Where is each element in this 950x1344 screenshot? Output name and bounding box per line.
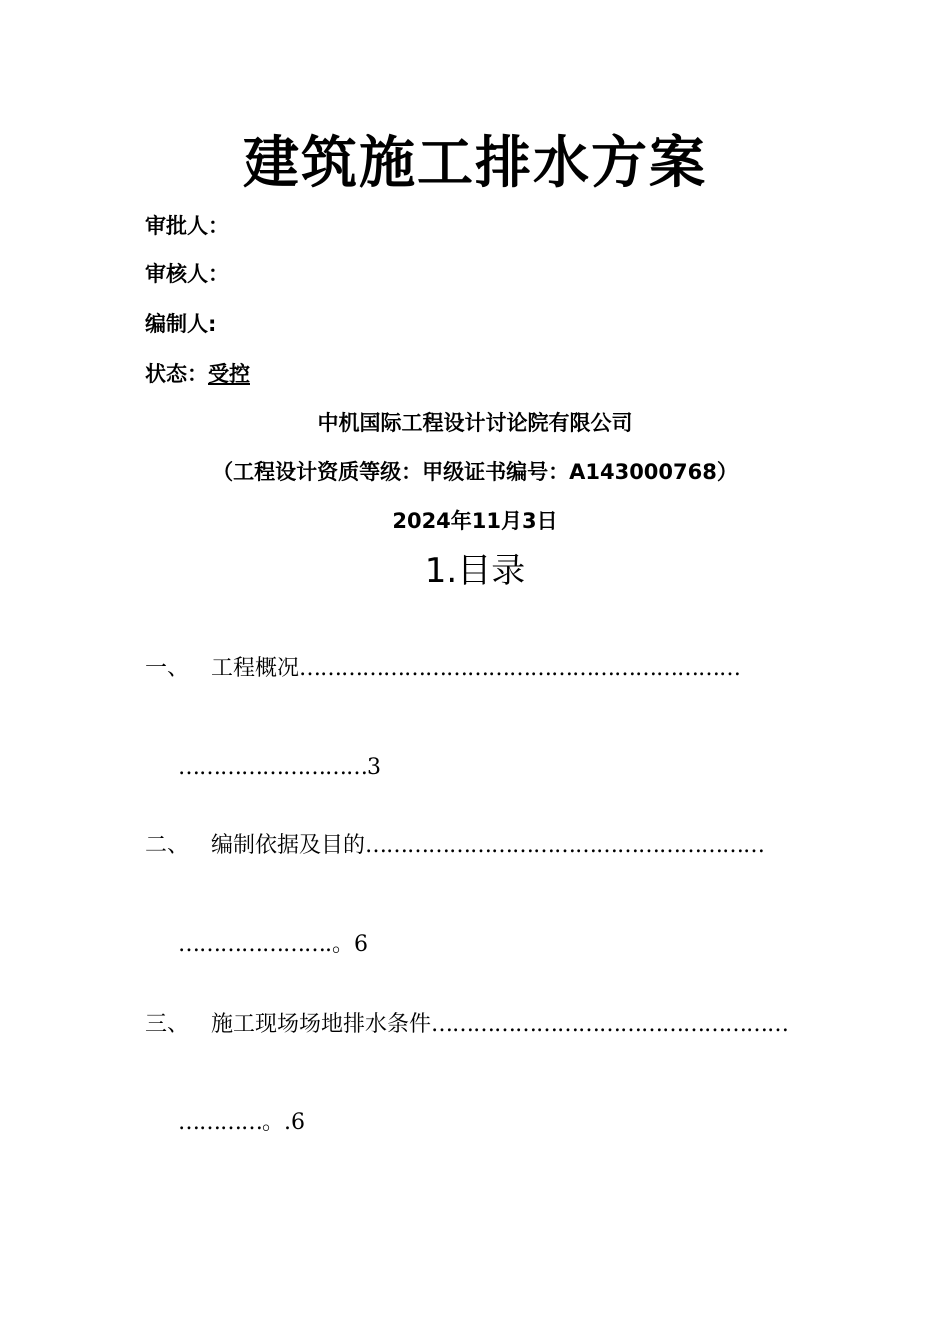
toc-entry-2-title: 编制依据及目的 [211, 833, 366, 858]
toc-entry-3-dots-cont: ………… [178, 1110, 262, 1135]
document-date: 2024年11月3日 [392, 509, 558, 533]
reviewer-field [145, 260, 229, 288]
toc-entry-1-dots: ……………………………………………………… [299, 656, 741, 681]
status-field [145, 360, 250, 388]
reviewer-label: 审核人： [145, 262, 229, 286]
author-field [145, 310, 216, 338]
toc-entry-3-line1 [145, 1010, 788, 1040]
toc-entry-2-line1 [145, 831, 764, 861]
approver-field [145, 212, 229, 240]
toc-entry-1-page: 3 [367, 755, 381, 780]
toc-entry-1-line1 [145, 654, 740, 684]
toc-entry-3-line2 [178, 1108, 305, 1138]
toc-entry-3-page: 。.6 [262, 1110, 305, 1135]
qualification-line: （工程设计资质等级：甲级证书编号：A143000768） [212, 460, 738, 484]
toc-entry-2-dots: ………………………………………………… [365, 833, 765, 858]
toc-heading: 1.目录 [424, 551, 526, 591]
toc-entry-1-number: 一、 [145, 656, 190, 681]
status-value: 受控 [208, 362, 250, 386]
toc-entry-2-number: 二、 [145, 833, 190, 858]
toc-entry-3-number: 三、 [145, 1012, 190, 1037]
status-label: 状态： [145, 362, 208, 386]
approver-label: 审批人： [145, 214, 229, 238]
toc-entry-1-line2 [178, 753, 381, 783]
document-title: 建筑施工排水方案 [243, 130, 707, 196]
toc-entry-2-line2 [178, 930, 368, 960]
author-label: 编制人: [145, 312, 217, 336]
company-name: 中机国际工程设计讨论院有限公司 [317, 411, 633, 435]
toc-entry-3-title: 施工现场场地排水条件 [211, 1012, 432, 1037]
toc-entry-1-title: 工程概况 [211, 656, 300, 681]
toc-entry-3-dots: …………………………………………… [431, 1012, 789, 1037]
toc-entry-2-page: .。6 [325, 932, 368, 957]
toc-entry-1-dots-cont: ……………………… [178, 755, 367, 780]
toc-entry-2-dots-cont: ………………… [178, 932, 325, 957]
